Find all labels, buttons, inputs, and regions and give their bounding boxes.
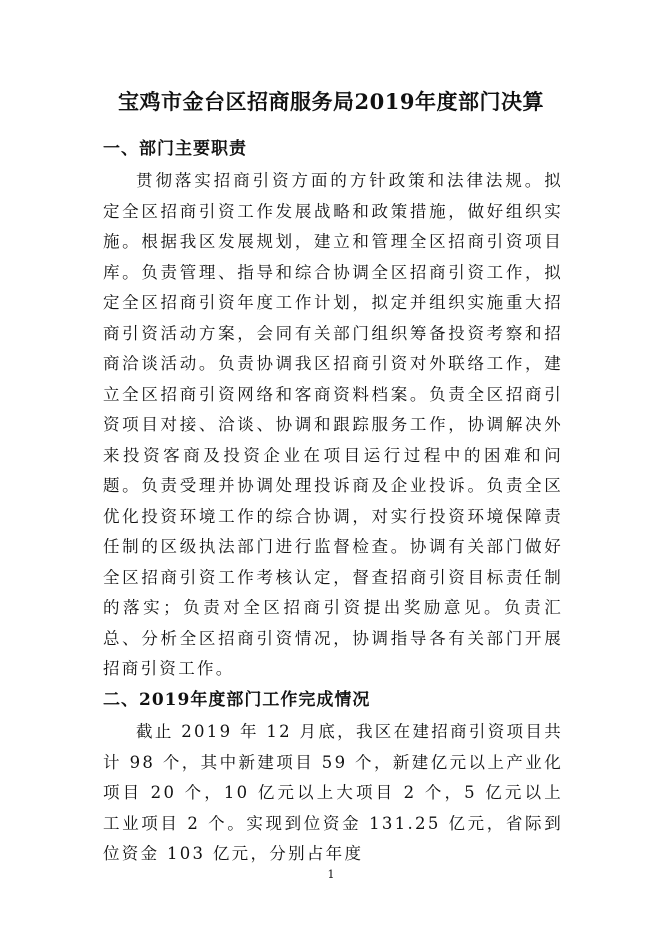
section-heading-work-completion: 二、2019年度部门工作完成情况: [103, 690, 371, 710]
document-title: 宝鸡市金台区招商服务局2019年度部门决算: [118, 89, 544, 114]
page-number: 1: [327, 868, 335, 881]
section-paragraph-work-completion: 截止 2019 年 12 月底，我区在建招商引资项目共计 98 个，其中新建项目 59 个，新建亿元以上产业化项目 20 个，10 亿元以上大项目 2 个，5 亿元以上工业项目 2 个。实现到位资金 131.25 亿元，省际到位资金 103 亿元，分别占年度: [103, 722, 563, 863]
section-paragraph-duties: 贯彻落实招商引资方面的方针政策和法律法规。拟定全区招商引资工作发展战略和政策措施，做好组织实施。根据我区发展规划，建立和管理全区招商引资项目库。负责管理、指导和综合协调全区招商引资工作，拟定全区招商引资年度工作计划，拟定并组织实施重大招商引资活动方案，会同有关部门组织筹备投资考察和招商洽谈活动。负责协调我区招商引资对外联络工作，建立全区招商引资网络和客商资料档案。负责全区招商引资项目对接、洽谈、协调和跟踪服务工作，协调解决外来投资客商及投资企业在项目运行过程中的困难和问题。负责受理并协调处理投诉商及企业投诉。负责全区优化投资环境工作的综合协调，对实行投资环境保障责任制的区级执法部门进行监督检查。协调有关部门做好全区招商引资工作考核认定，督查招商引资目标责任制的落实；负责对全区招商引资提出奖励意见。负责汇总、分析全区招商引资情况，协调指导各有关部门开展招商引资工作。: [103, 171, 563, 678]
section-heading-duties: 一、部门主要职责: [103, 139, 247, 159]
